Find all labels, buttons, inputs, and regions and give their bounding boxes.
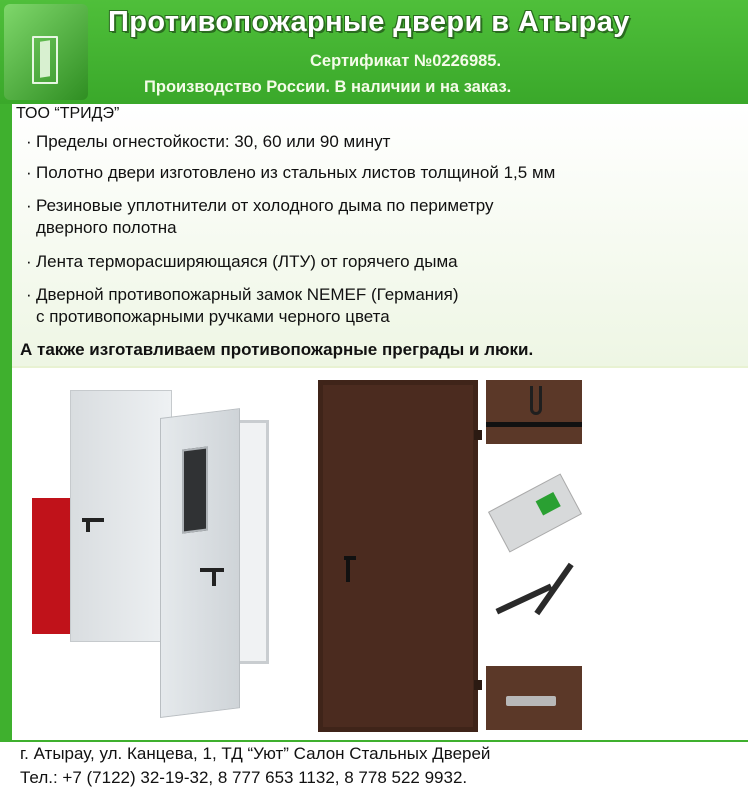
production-text: Производство России. В наличии и на заказ. [144,78,512,96]
address-text: г. Атырау, ул. Канцева, 1, ТД “Уют” Салон Стальных Дверей [20,744,491,763]
feature-text: Пределы огнестойкости: 30, 60 или 90 минут [36,132,391,151]
hinge-icon [474,680,482,690]
certificate-text: Сертификат №0226985. [310,52,502,70]
feature-item: · Резиновые уплотнители от холодного дыма по периметру дверного полотна [26,196,494,237]
phones-text: Тел.: +7 (7122) 32-19-32, 8 777 653 1132, 8 778 522 9932. [20,768,468,787]
handle-icon [530,386,542,415]
feature-item: · Дверной противопожарный замок NEMEF (Германия) с противопожарными ручками черного цвета [26,285,459,326]
hinge-icon [506,696,556,706]
feature-text: Резиновые уплотнители от холодного дыма по периметру [36,196,494,215]
door-handle-icon [346,556,350,582]
feature-text-cont: с противопожарными ручками черного цвета [36,307,390,326]
feature-item: · Пределы огнестойкости: 30, 60 или 90 минут [26,132,391,151]
handle-detail-image [486,380,582,444]
door-handle-icon [86,518,90,532]
company-name: ТОО “ТРИДЭ” [16,105,120,122]
door-handle-icon [212,568,216,586]
hinge-icon [474,430,482,440]
hinge-detail-image [486,666,582,730]
door-edge [486,422,582,427]
door-icon [32,36,58,84]
feature-text: Дверной противопожарный замок NEMEF (Германия) [36,285,459,304]
white-door-closed-leaf [70,390,172,642]
feature-text: Лента терморасширяющаяся (ЛТУ) от горячего дыма [36,252,458,271]
feature-item: · Лента терморасширяющаяся (ЛТУ) от горячего дыма [26,252,458,271]
feature-text: Полотно двери изготовлено из стальных листов толщиной 1,5 мм [36,163,556,182]
page-title: Противопожарные двери в Атырау [108,6,630,38]
brown-fire-door-image [318,380,478,732]
also-text: А также изготавливаем противопожарные преграды и люки. [20,340,534,359]
header-banner [0,0,748,104]
feature-text-cont: дверного полотна [36,218,177,237]
left-accent-strip [0,104,12,740]
door-window [182,446,208,533]
handles-pair-image [494,566,582,626]
logo [4,4,88,100]
lock-label-icon [536,492,561,516]
feature-item: · Полотно двери изготовлено из стальных листов толщиной 1,5 мм [26,163,556,182]
